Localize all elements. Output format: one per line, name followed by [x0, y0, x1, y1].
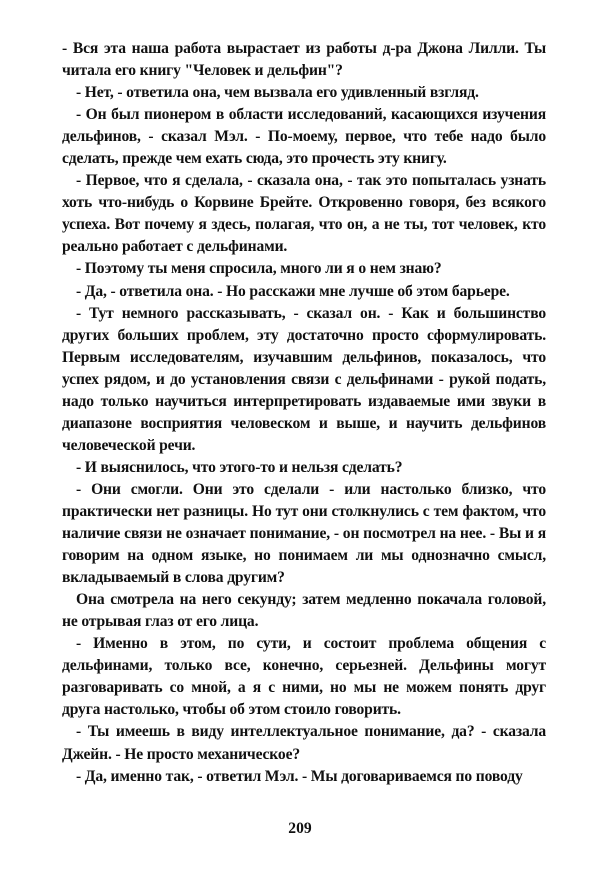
- paragraph: - Ты имеешь в виду интеллектуальное понимание, да? - сказала Джейн. - Не просто механическое?: [62, 723, 546, 763]
- paragraph: - И выяснилось, что этого-то и нельзя сделать?: [76, 458, 403, 476]
- page-number: 209: [288, 820, 312, 837]
- paragraph: - Да, - ответила она. - Но расскажи мне лучше об этом барьере.: [76, 282, 510, 300]
- paragraph: - Поэтому ты меня спросила, много ли я о нем знаю?: [76, 260, 442, 278]
- paragraph: - Да, именно так, - ответил Мэл. - Мы договариваемся по поводу: [76, 767, 523, 785]
- paragraph: Она смотрела на него секунду; затем медленно покачала головой, не отрывая глаз от его лица.: [62, 591, 546, 631]
- paragraph: - Он был пионером в области исследований, касающихся изучения дельфинов, - сказал Мэл. - По-моему, первое, что тебе надо было сделать, прежде чем ехать сюда, это прочесть эту книгу.: [62, 106, 546, 168]
- paragraph: - Нет, - ответила она, чем вызвала его удивленный взгляд.: [76, 84, 479, 102]
- paragraph: - Они смогли. Они это сделали - или настолько близко, что практически нет разницы. Но тут они столкнулись с тем фактом, что наличие связи не означает понимание, - он посмотрел на нее. - Вы и я говорим на одном языке, но понимаем ли мы однозначно смысл, вкладываемый в слова другим?: [62, 480, 546, 587]
- paragraph: - Вся эта наша работа вырастает из работы д-ра Джона Лилли. Ты читала его книгу "Человек и дельфин"?: [62, 40, 546, 80]
- paragraph: - Именно в этом, по сути, и состоит проблема общения с дельфинами, только все, конечно, серьезней. Дельфины могут разговаривать со мной, а я с ними, но мы не можем понять друг друга настолько, чтобы об этом стоило говорить.: [62, 635, 546, 719]
- paragraph: - Первое, что я сделала, - сказала она, - так это попыталась узнать хоть что-нибудь о Корвине Брейте. Откровенно говоря, без всякого успеха. Вот почему я здесь, полагая, что он, а не ты, тот человек, кто реально работает с дельфинами.: [62, 172, 546, 256]
- book-page-text: [62, 38, 546, 788]
- paragraph: - Тут немного рассказывать, - сказал он. - Как и большинство других больших проблем, эту достаточно просто сформулировать. Первым исследователям, изучавшим дельфинов, показалось, что успех рядом, и до установления связи с дельфинами - рукой подать, надо только научиться интерпретировать издаваемые ими звуки в диапазоне восприятия человеском и выше, и научить дельфинов человеческой речи.: [62, 304, 546, 454]
